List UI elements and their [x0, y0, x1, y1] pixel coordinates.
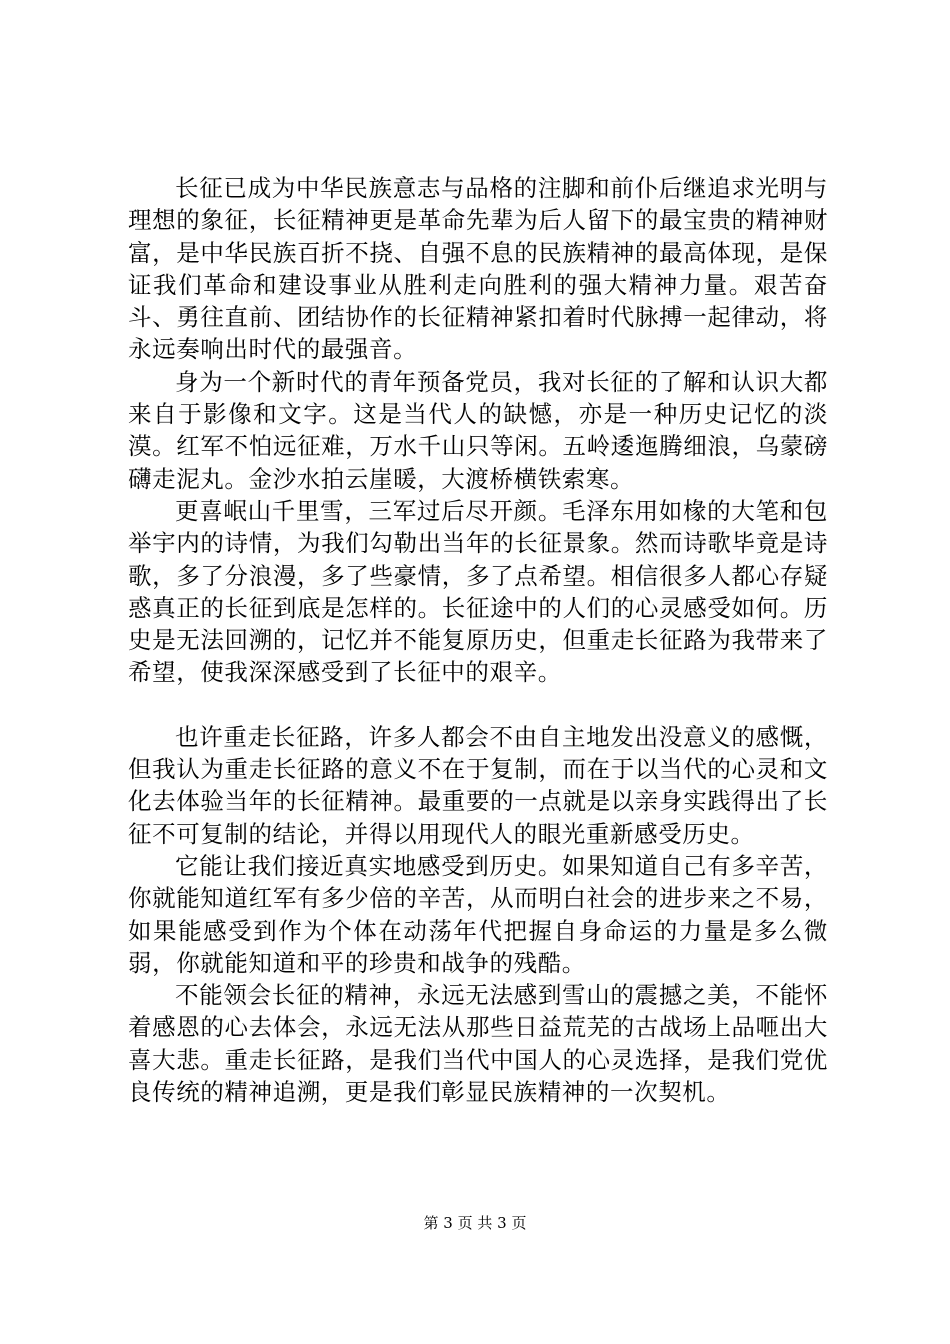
document-body — [128, 172, 828, 1108]
paragraph-3: 更喜岷山千里雪，三军过后尽开颜。毛泽东用如椽的大笔和包举宇内的诗情，为我们勾勒出当年的长征景象。然而诗歌毕竟是诗歌，多了分浪漫，多了些豪情，多了点希望。相信很多人都心存疑惑真正的长征到底是怎样的。长征途中的人们的心灵感受如何。历史是无法回溯的，记忆并不能复原历史，但重走长征路为我带来了希望，使我深深感受到了长征中的艰辛。 — [128, 496, 828, 687]
paragraph-2: 身为一个新时代的青年预备党员，我对长征的了解和认识大都来自于影像和文字。这是当代人的缺憾，亦是一种历史记忆的淡漠。红军不怕远征难，万水千山只等闲。五岭逶迤腾细浪，乌蒙磅礴走泥丸。金沙水拍云崖暖，大渡桥横铁索寒。 — [128, 367, 828, 493]
paragraph-6: 不能领会长征的精神，永远无法感到雪山的震撼之美，不能怀着感恩的心去体会，永远无法从那些日益荒芜的古战场上品咂出大喜大悲。重走长征路，是我们当代中国人的心灵选择，是我们党优良传统的精神追溯，更是我们彰显民族精神的一次契机。 — [128, 981, 828, 1107]
page-number-footer: 第 3 页 共 3 页 — [423, 1214, 527, 1232]
paragraph-5: 它能让我们接近真实地感受到历史。如果知道自己有多辛苦，你就能知道红军有多少倍的辛苦，从而明白社会的进步来之不易，如果能感受到作为个体在动荡年代把握自身命运的力量是多么微弱，你就能知道和平的珍贵和战争的残酷。 — [128, 851, 828, 977]
paragraph-1: 长征已成为中华民族意志与品格的注脚和前仆后继追求光明与理想的象征，长征精神更是革命先辈为后人留下的最宝贵的精神财富，是中华民族百折不挠、自强不息的民族精神的最高体现，是保证我们革命和建设事业从胜利走向胜利的强大精神力量。艰苦奋斗、勇往直前、团结协作的长征精神紧扣着时代脉搏一起律动，将永远奏响出时代的最强音。 — [128, 174, 828, 364]
paragraph-4: 也许重走长征路，许多人都会不由自主地发出没意义的感慨，但我认为重走长征路的意义不在于复制，而在于以当代的心灵和文化去体验当年的长征精神。最重要的一点就是以亲身实践得出了长征不可复制的结论，并得以用现代人的眼光重新感受历史。 — [128, 722, 828, 848]
